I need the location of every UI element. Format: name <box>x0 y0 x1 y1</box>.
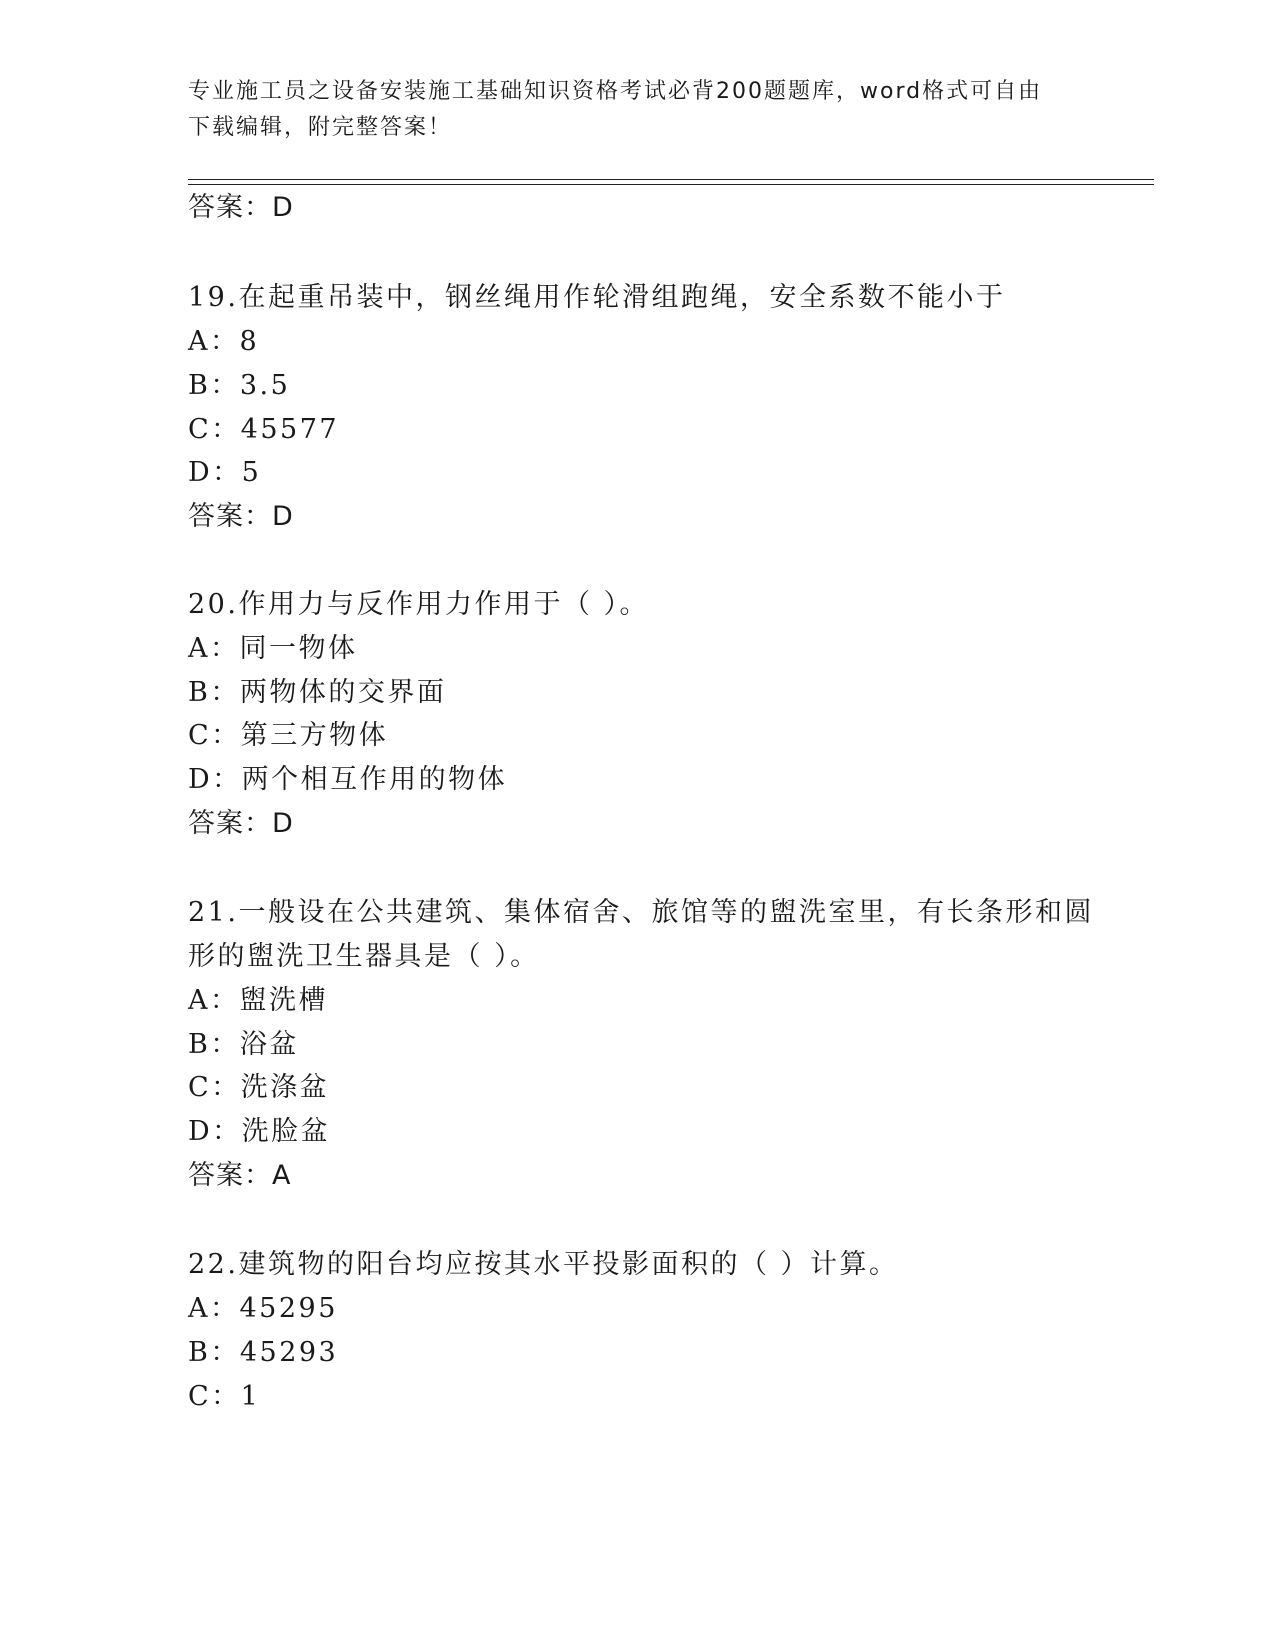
previous-answer: 答案：D <box>188 192 294 223</box>
question-19-answer: 答案：D <box>188 501 294 532</box>
question-20-option-a: A：同一物体 <box>188 633 358 664</box>
question-19-option-c: C：45577 <box>188 414 340 445</box>
question-20-stem: 20.作用力与反作用力作用于（ ）。 <box>188 589 650 620</box>
question-21-answer: 答案：A <box>188 1160 292 1191</box>
question-20-option-b: B：两物体的交界面 <box>188 677 447 708</box>
document-header <box>188 74 1088 146</box>
question-20-answer: 答案：D <box>188 808 294 839</box>
question-22-stem: 22.建筑物的阳台均应按其水平投影面积的（ ）计算。 <box>188 1249 899 1280</box>
question-21-stem-line-1: 21.一般设在公共建筑、集体宿舍、旅馆等的盥洗室里，有长条形和圆 <box>188 897 1094 928</box>
header-divider-top <box>188 179 1154 180</box>
question-19-stem: 19.在起重吊装中，钢丝绳用作轮滑组跑绳，安全系数不能小于 <box>188 282 1006 313</box>
question-19-option-d: D：5 <box>188 457 262 488</box>
question-21-option-b: B：浴盆 <box>188 1029 299 1060</box>
header-line-1: 专业施工员之设备安装施工基础知识资格考试必背200题题库，word格式可自由 <box>188 79 1043 104</box>
question-19-option-b: B：3.5 <box>188 370 291 401</box>
question-21-stem-line-2: 形的盥洗卫生器具是（ ）。 <box>188 941 540 972</box>
question-21-option-a: A：盥洗槽 <box>188 985 328 1016</box>
question-19-option-a: A：8 <box>188 326 260 357</box>
question-21-option-c: C：洗涤盆 <box>188 1072 330 1103</box>
question-22-option-c: C：1 <box>188 1381 261 1412</box>
header-line-2: 下载编辑，附完整答案！ <box>188 115 453 140</box>
question-20-option-c: C：第三方物体 <box>188 720 389 751</box>
header-divider-bottom <box>188 184 1154 185</box>
question-20-option-d: D：两个相互作用的物体 <box>188 764 508 795</box>
question-22-option-a: A：45295 <box>188 1293 338 1324</box>
question-21-option-d: D：洗脸盆 <box>188 1116 331 1147</box>
question-22-option-b: B：45293 <box>188 1337 339 1368</box>
